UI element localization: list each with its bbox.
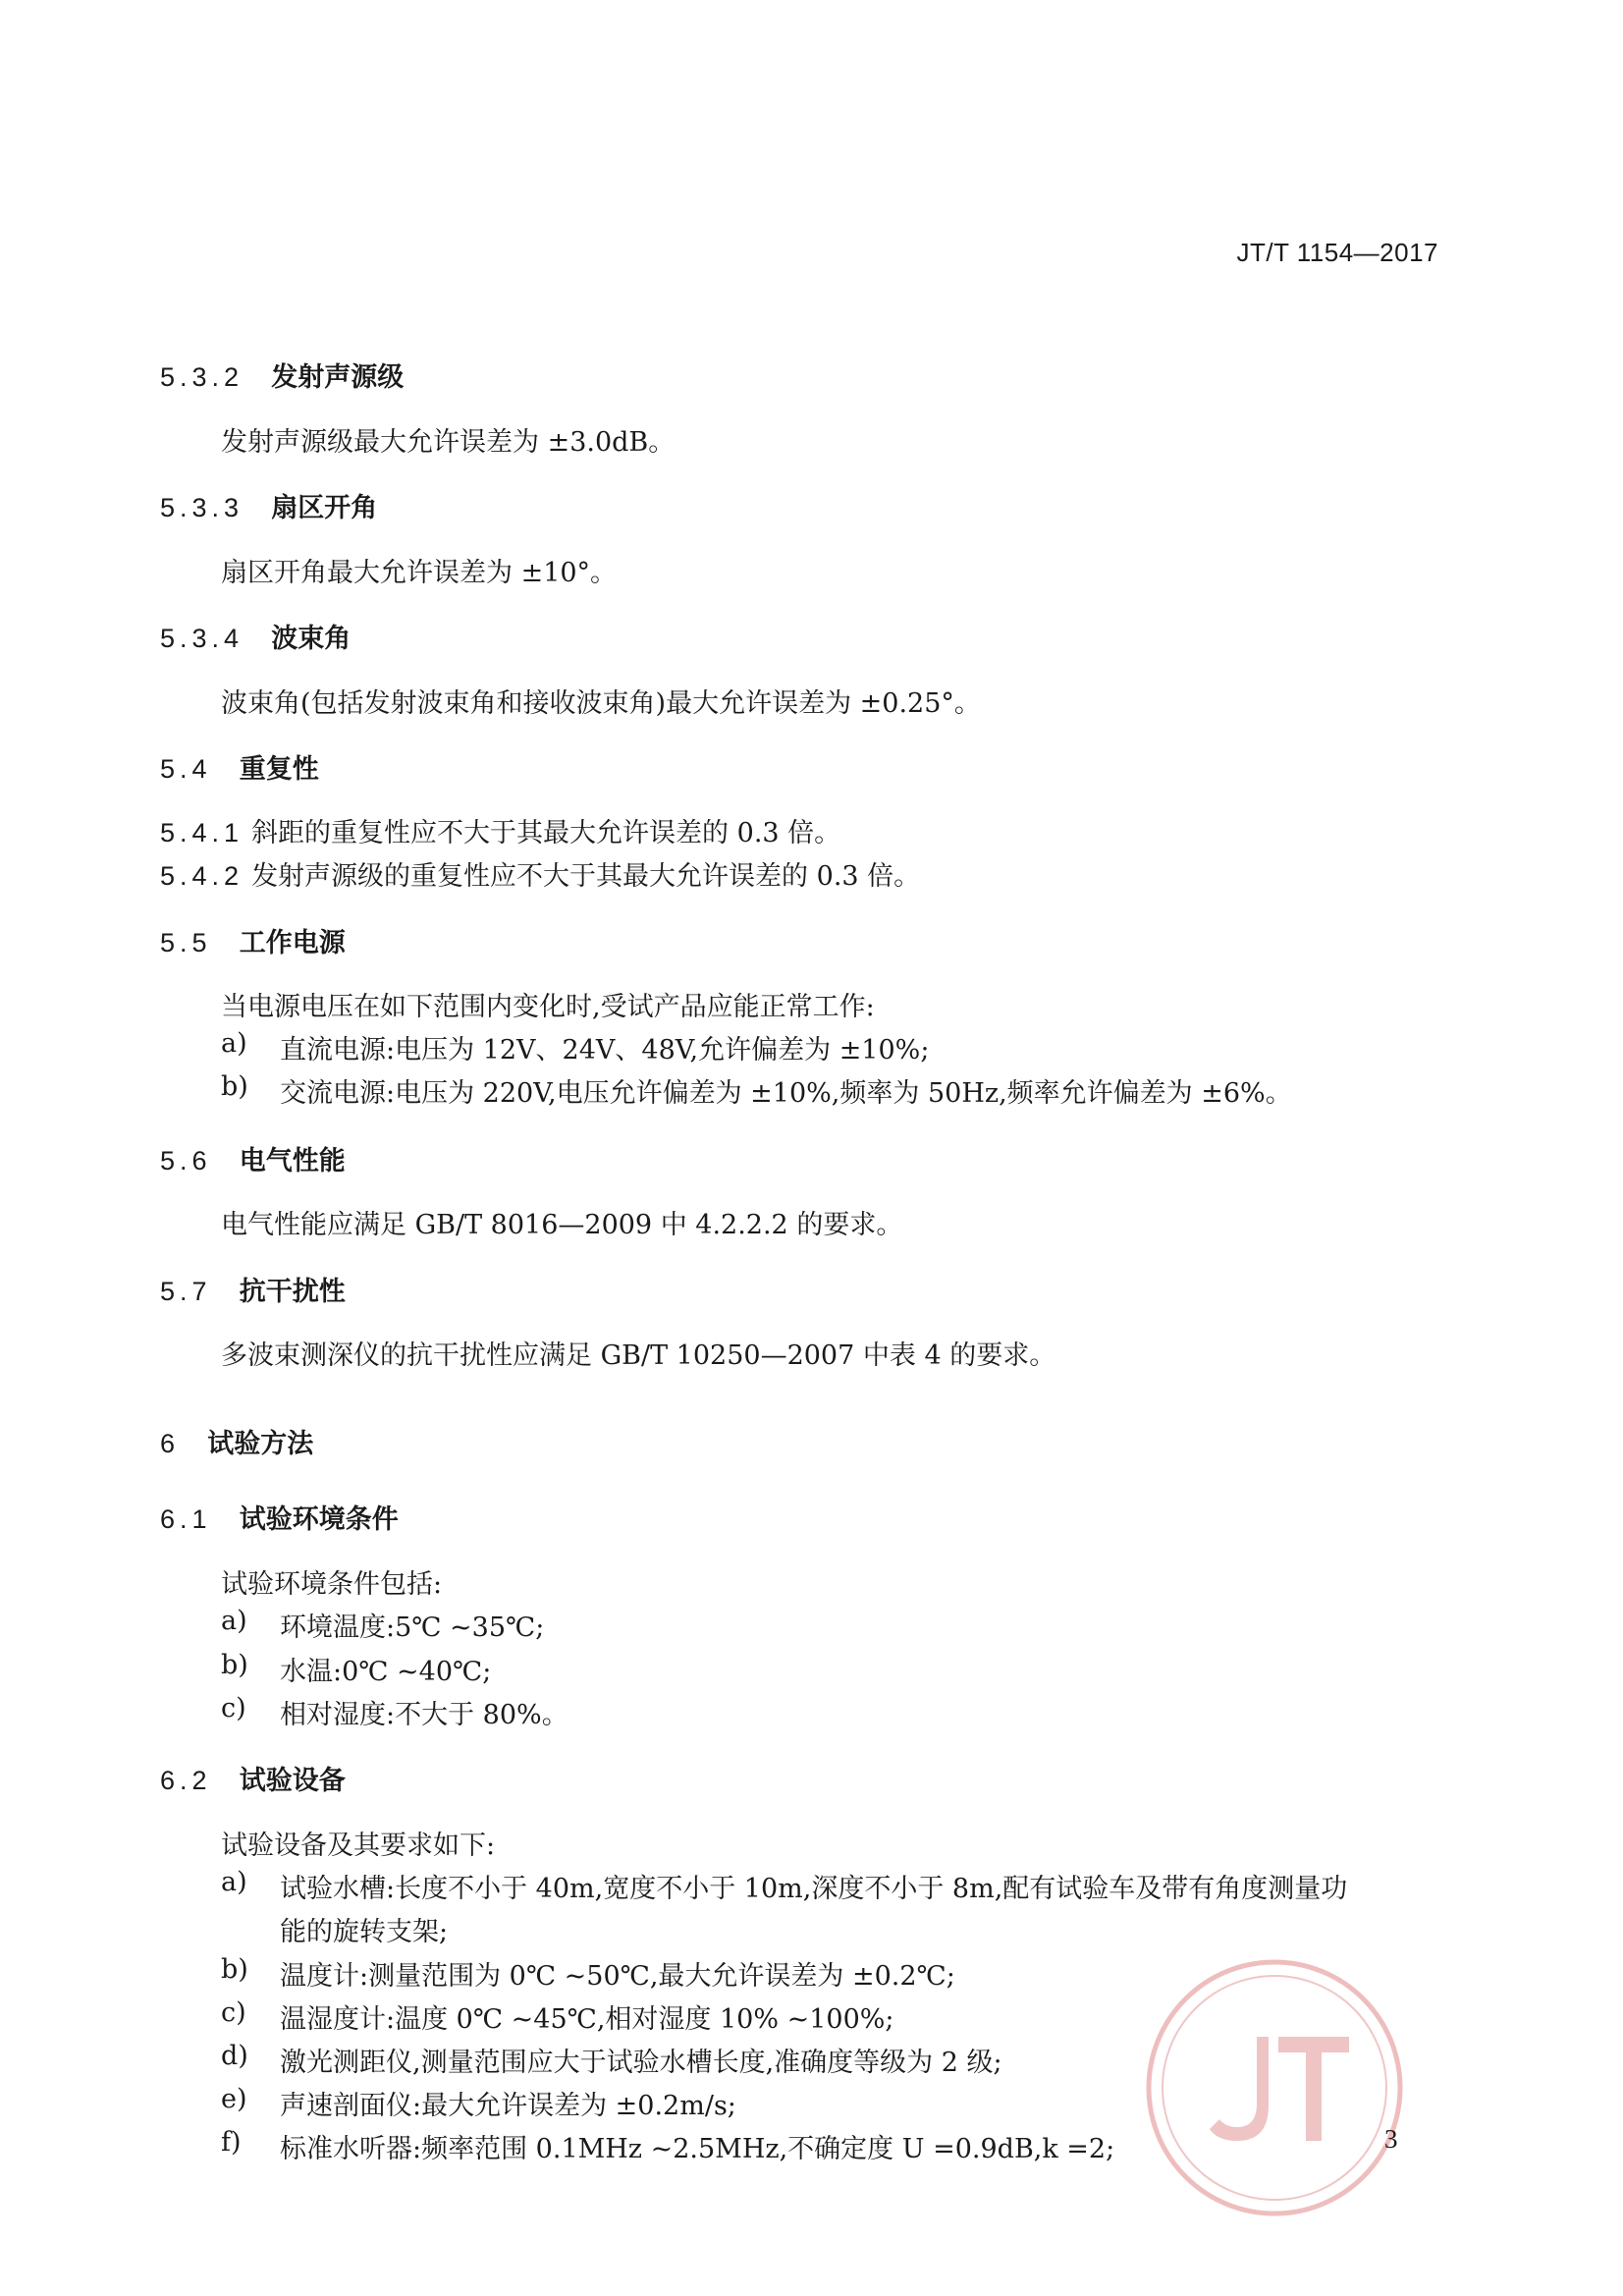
section-number: 6.2 — [160, 1766, 212, 1795]
paragraph: 扇区开角最大允许误差为 ±10°。 — [221, 558, 618, 588]
clause-number: 5.4.1 — [160, 818, 244, 847]
section-number: 5.3.2 — [160, 362, 244, 392]
list-label: f) — [221, 2127, 242, 2158]
section-title: 波束角 — [271, 624, 352, 654]
section-title: 抗干扰性 — [239, 1277, 346, 1307]
heading-5-4 — [160, 747, 319, 786]
list-item: 交流电源:电压为 220V,电压允许偏差为 ±10%,频率为 50Hz,频率允许偏差为 ±6%。 — [280, 1078, 1292, 1109]
clause-5-4-1 — [160, 811, 840, 849]
list-item: 试验水槽:长度不小于 40m,宽度不小于 10m,深度不小于 8m,配有试验车及带有角度测量功 — [280, 1874, 1348, 1904]
heading-5-5 — [160, 921, 346, 959]
list-item: 直流电源:电压为 12V、24V、48V,允许偏差为 ±10%; — [280, 1035, 930, 1066]
clause-5-4-2 — [160, 854, 920, 893]
list-label: d) — [221, 2041, 248, 2071]
list-label: a) — [221, 1028, 247, 1059]
list-label: b) — [221, 1650, 248, 1680]
list-item-continuation: 能的旋转支架; — [280, 1917, 449, 1947]
list-item: 标准水听器:频率范围 0.1MHz ~2.5MHz,不确定度 U =0.9dB,k =2; — [280, 2134, 1115, 2164]
heading-5-3-4 — [160, 617, 351, 655]
list-label: a) — [221, 1606, 247, 1636]
list-item: 温度计:测量范围为 0℃ ~50℃,最大允许误差为 ±0.2℃; — [280, 1961, 955, 1992]
list-item: 激光测距仪,测量范围应大于试验水槽长度,准确度等级为 2 级; — [280, 2048, 1002, 2078]
section-number: 5.6 — [160, 1146, 212, 1175]
heading-6-2 — [160, 1759, 346, 1797]
chapter-title: 试验方法 — [207, 1429, 314, 1459]
paragraph: 发射声源级最大允许误差为 ±3.0dB。 — [221, 427, 676, 458]
paragraph: 试验设备及其要求如下: — [221, 1831, 496, 1861]
list-item: 温湿度计:温度 0℃ ~45℃,相对湿度 10% ~100%; — [280, 2004, 894, 2035]
paragraph: 当电源电压在如下范围内变化时,受试产品应能正常工作: — [221, 992, 875, 1022]
section-number: 5.3.3 — [160, 493, 244, 522]
list-label: c) — [221, 1997, 246, 2028]
section-title: 扇区开角 — [271, 493, 378, 523]
paragraph: 电气性能应满足 GB/T 8016—2009 中 4.2.2.2 的要求。 — [221, 1210, 903, 1240]
section-title: 重复性 — [239, 754, 319, 785]
list-label: c) — [221, 1693, 246, 1723]
section-title: 工作电源 — [239, 928, 346, 958]
chapter-number: 6 — [160, 1429, 181, 1458]
heading-5-3-3 — [160, 486, 377, 524]
section-number: 5.3.4 — [160, 624, 244, 653]
standard-code: JT/T 1154—2017 — [1236, 238, 1438, 267]
clause-text: 斜距的重复性应不大于其最大允许误差的 0.3 倍。 — [251, 818, 841, 848]
clause-text: 发射声源级的重复性应不大于其最大允许误差的 0.3 倍。 — [251, 861, 921, 892]
list-item: 声速剖面仪:最大允许误差为 ±0.2m/s; — [280, 2091, 736, 2121]
heading-5-3-2 — [160, 355, 404, 394]
section-number: 5.4 — [160, 754, 212, 784]
heading-6-1 — [160, 1498, 399, 1536]
list-label: a) — [221, 1867, 247, 1897]
list-item: 水温:0℃ ~40℃; — [280, 1657, 492, 1687]
clause-number: 5.4.2 — [160, 861, 244, 891]
heading-5-7 — [160, 1270, 346, 1308]
page-number: 3 — [1384, 2124, 1398, 2154]
section-title: 试验环境条件 — [239, 1504, 399, 1535]
list-item: 环境温度:5℃ ~35℃; — [280, 1613, 545, 1643]
list-label: b) — [221, 1954, 248, 1985]
paragraph: 试验环境条件包括: — [221, 1569, 443, 1600]
list-item: 相对湿度:不大于 80%。 — [280, 1700, 568, 1730]
chapter-heading-6 — [160, 1422, 313, 1460]
section-title: 试验设备 — [239, 1766, 346, 1796]
jt-stamp-watermark — [1141, 1954, 1408, 2221]
section-number: 5.5 — [160, 928, 212, 957]
list-label: b) — [221, 1071, 248, 1102]
section-number: 6.1 — [160, 1504, 212, 1534]
section-number: 5.7 — [160, 1277, 212, 1306]
paragraph: 波束角(包括发射波束角和接收波束角)最大允许误差为 ±0.25°。 — [221, 688, 981, 719]
list-label: e) — [221, 2084, 247, 2114]
section-title: 电气性能 — [239, 1146, 346, 1176]
section-title: 发射声源级 — [271, 362, 405, 393]
heading-5-6 — [160, 1139, 346, 1177]
paragraph: 多波束测深仪的抗干扰性应满足 GB/T 10250—2007 中表 4 的要求。 — [221, 1340, 1056, 1371]
